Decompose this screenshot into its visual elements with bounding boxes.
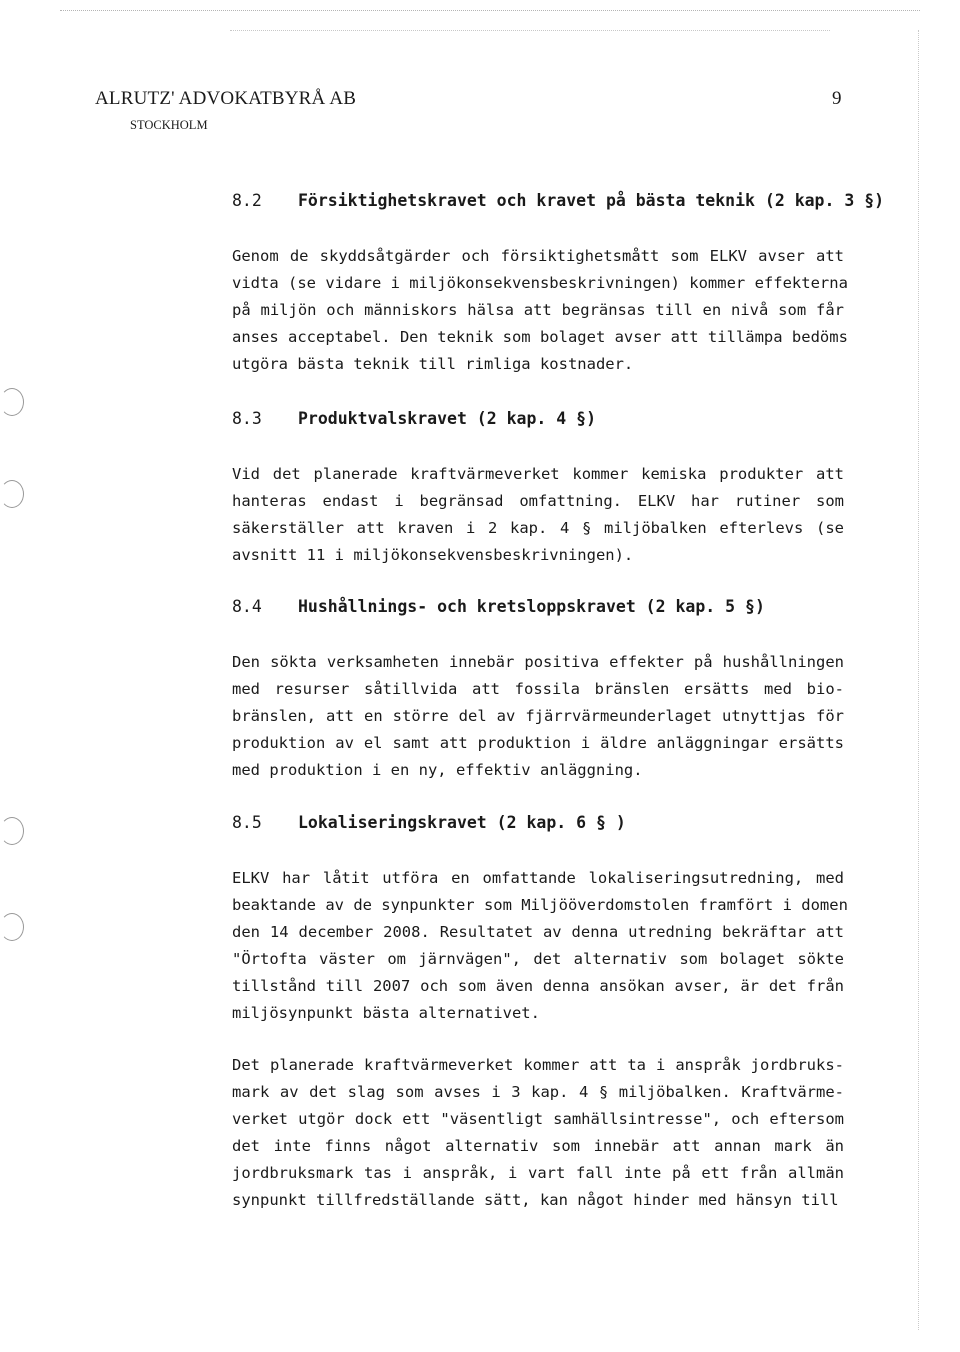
section-heading-8-5 <box>232 813 626 832</box>
punch-hole-3 <box>0 817 24 845</box>
section-number: 8.5 <box>232 813 262 832</box>
scan-artifact-top-secondary <box>230 30 830 32</box>
paragraph-8-5-1 <box>232 865 848 1027</box>
text-line: hanteras endast i begränsad omfattning. ELKV har rutiner som <box>232 492 844 510</box>
section-heading-8-2 <box>232 191 884 210</box>
text-line: den 14 december 2008. Resultatet av denna utredning bekräftar att <box>232 923 844 941</box>
text-line: Genom de skyddsåtgärder och försiktighetsmått som ELKV avser att <box>232 247 844 265</box>
punch-hole-4 <box>0 913 24 941</box>
text-line: med resurser såtillvida att fossila bränslen ersätts med bio- <box>232 680 844 698</box>
paragraph-8-3 <box>232 461 844 569</box>
text-line: ELKV har låtit utföra en omfattande lokaliseringsutredning, med <box>232 869 844 887</box>
punch-hole-1 <box>0 388 24 416</box>
text-line: verket utgör dock ett "väsentligt samhällsintresse", och eftersom <box>232 1110 844 1128</box>
text-line: med produktion i en ny, effektiv anläggning. <box>232 761 643 779</box>
text-line: beaktande av de synpunkter som Miljööverdomstolen framfört i domen <box>232 896 848 914</box>
section-title: Produktvalskravet (2 kap. 4 §) <box>298 409 597 428</box>
section-title: Hushållnings- och kretsloppskravet (2 kap. 5 §) <box>298 597 765 616</box>
scan-artifact-top <box>60 10 920 13</box>
text-line: Det planerade kraftvärmeverket kommer att ta i anspråk jordbruks- <box>232 1056 844 1074</box>
scan-artifact-right-edge <box>918 30 920 1330</box>
text-line: "Örtofta väster om järnvägen", det alternativ som bolaget sökte <box>232 950 844 968</box>
section-title: Lokaliseringskravet (2 kap. 6 § ) <box>298 813 626 832</box>
letterhead-city: STOCKHOLM <box>130 118 208 132</box>
text-line: miljösynpunkt bästa alternativet. <box>232 1004 540 1022</box>
section-title: Försiktighetskravet och kravet på bästa teknik (2 kap. 3 §) <box>298 191 885 210</box>
text-line: synpunkt tillfredställande sätt, kan något hinder med hänsyn till <box>232 1191 839 1209</box>
letterhead-firm-name: ALRUTZ' ADVOKATBYRÅ AB <box>95 88 357 109</box>
text-line: säkerställer att kraven i 2 kap. 4 § miljöbalken efterlevs (se <box>232 519 844 537</box>
text-line: Den sökta verksamheten innebär positiva effekter på hushållningen <box>232 653 844 671</box>
text-line: utgöra bästa teknik till rimliga kostnader. <box>232 355 634 373</box>
section-heading-8-3 <box>232 409 596 428</box>
section-number: 8.4 <box>232 597 262 616</box>
text-line: avsnitt 11 i miljökonsekvensbeskrivningen). <box>232 546 634 564</box>
text-line: Vid det planerade kraftvärmeverket kommer kemiska produkter att <box>232 465 844 483</box>
text-line: det inte finns något alternativ som innebär att annan mark än <box>232 1137 844 1155</box>
text-line: tillstånd till 2007 och som även denna ansökan avser, är det från <box>232 977 844 995</box>
section-number: 8.3 <box>232 409 262 428</box>
text-line: mark av det slag som avses i 3 kap. 4 § miljöbalken. Kraftvärme- <box>232 1083 844 1101</box>
section-heading-8-4 <box>232 597 765 616</box>
text-line: vidta (se vidare i miljökonsekvensbeskrivningen) kommer effekterna <box>232 274 848 292</box>
text-line: jordbruksmark tas i anspråk, i vart fall inte på ett från allmän <box>232 1164 844 1182</box>
page-number: 9 <box>832 88 842 109</box>
text-line: bränslen, att en större del av fjärrvärmeunderlaget utnyttjas för <box>232 707 844 725</box>
paragraph-8-4 <box>232 649 844 784</box>
punch-hole-2 <box>0 480 24 508</box>
text-line: på miljön och människors hälsa att begränsas till en nivå som får <box>232 301 844 319</box>
paragraph-8-5-2 <box>232 1052 844 1214</box>
text-line: produktion av el samt att produktion i äldre anläggningar ersätts <box>232 734 844 752</box>
text-line: anses acceptabel. Den teknik som bolaget avser att tillämpa bedöms <box>232 328 848 346</box>
section-number: 8.2 <box>232 191 262 210</box>
paragraph-8-2 <box>232 243 848 378</box>
